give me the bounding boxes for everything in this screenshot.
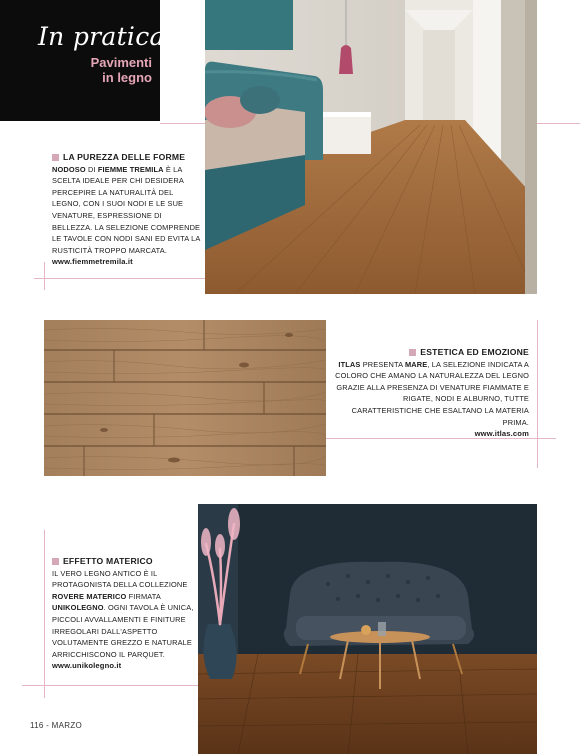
brand-name: UNIKOLEGNO [52, 603, 104, 613]
article-itlas [335, 347, 529, 440]
bedroom-photo [205, 0, 537, 294]
section-title [52, 152, 204, 164]
rule-block1-vert [44, 262, 45, 290]
bedroom-illustration [205, 0, 537, 294]
section-title-text: EFFETTO MATERICO [63, 556, 153, 566]
square-bullet-icon [409, 349, 416, 356]
rule-block3-vert [44, 530, 45, 698]
rule-top-left [160, 123, 205, 124]
page-folio: 116 - MARZO [30, 721, 83, 730]
rule-block2-vert [537, 320, 538, 468]
body-text: , LA SELEZIONE INDICATA A COLORO CHE AMANO LA NATURALEZZA DEL LEGNO GRAZIE ALLA PRESENZA DI VENATURE FIAMMATE E RIGATE, NODI E ALBURNO, TUTTE CARATTERISTICHE CHE ESALTANO LA MATERIA PRIMA. [335, 359, 529, 427]
living-room-illustration [198, 504, 537, 754]
subtitle-line-2: in legno [102, 70, 152, 85]
section-title [335, 347, 529, 359]
living-room-photo [198, 504, 537, 754]
brand-name: ITLAS [338, 359, 361, 369]
rule-top-right [537, 123, 580, 124]
body-text: . OGNI TAVOLA È UNICA, PICCOLI AVVALLAMENTI E FINITURE IRREGOLARI DALL'ASPETTO VOLUTAMENTE GREZZO E NATURALE ARRICCHISCONO IL PARQUET. [52, 603, 194, 659]
website-link[interactable]: www.itlas.com [474, 429, 529, 439]
rule-block3-bottom [22, 685, 198, 686]
wood-plank-illustration [44, 320, 326, 476]
article-body [52, 568, 200, 661]
section-title [52, 556, 200, 568]
rule-block1-bottom [34, 278, 205, 279]
brand-name: FIEMME TREMILA [97, 164, 164, 174]
article-body [52, 164, 204, 257]
article-unikolegno [52, 556, 200, 672]
body-text: PRESENTA [360, 359, 405, 369]
body-text: IL VERO LEGNO ANTICO È IL PROTAGONISTA DELLA COLLEZIONE [52, 568, 188, 590]
section-title-text: LA PUREZZA DELLE FORME [63, 152, 186, 162]
product-name: ROVERE MATERICO [52, 591, 127, 601]
product-name: NODOSO [52, 164, 86, 174]
page-subtitle [60, 55, 152, 85]
section-title-text: ESTETICA ED EMOZIONE [420, 347, 529, 357]
page-title: In pratica [38, 22, 165, 51]
subtitle-line-1: Pavimenti [90, 55, 152, 70]
wood-sample-photo [44, 320, 326, 476]
website-link[interactable]: www.fiemmetremila.it [52, 257, 133, 267]
square-bullet-icon [52, 558, 59, 565]
square-bullet-icon [52, 154, 59, 161]
body-text: È LA SCELTA IDEALE PER CHI DESIDERA PERCEPIRE LA NATURALITÀ DEL LEGNO, CON I SUOI NODI E LE SUE VENATURE, ESPRESSIONE DI BELLEZZA. LA SELEZIONE COMPRENDE LE TAVOLE CON NODI SANI ED EVITA LA RUSTICITÀ TROPPO MARCATA. [52, 164, 201, 255]
website-link[interactable]: www.unikolegno.it [52, 661, 122, 671]
body-text: FIRMATA [126, 591, 161, 601]
article-body [335, 359, 529, 429]
product-name: MARE [404, 359, 428, 369]
body-text: DI [85, 164, 98, 174]
article-fiemme-tremila [52, 152, 204, 268]
